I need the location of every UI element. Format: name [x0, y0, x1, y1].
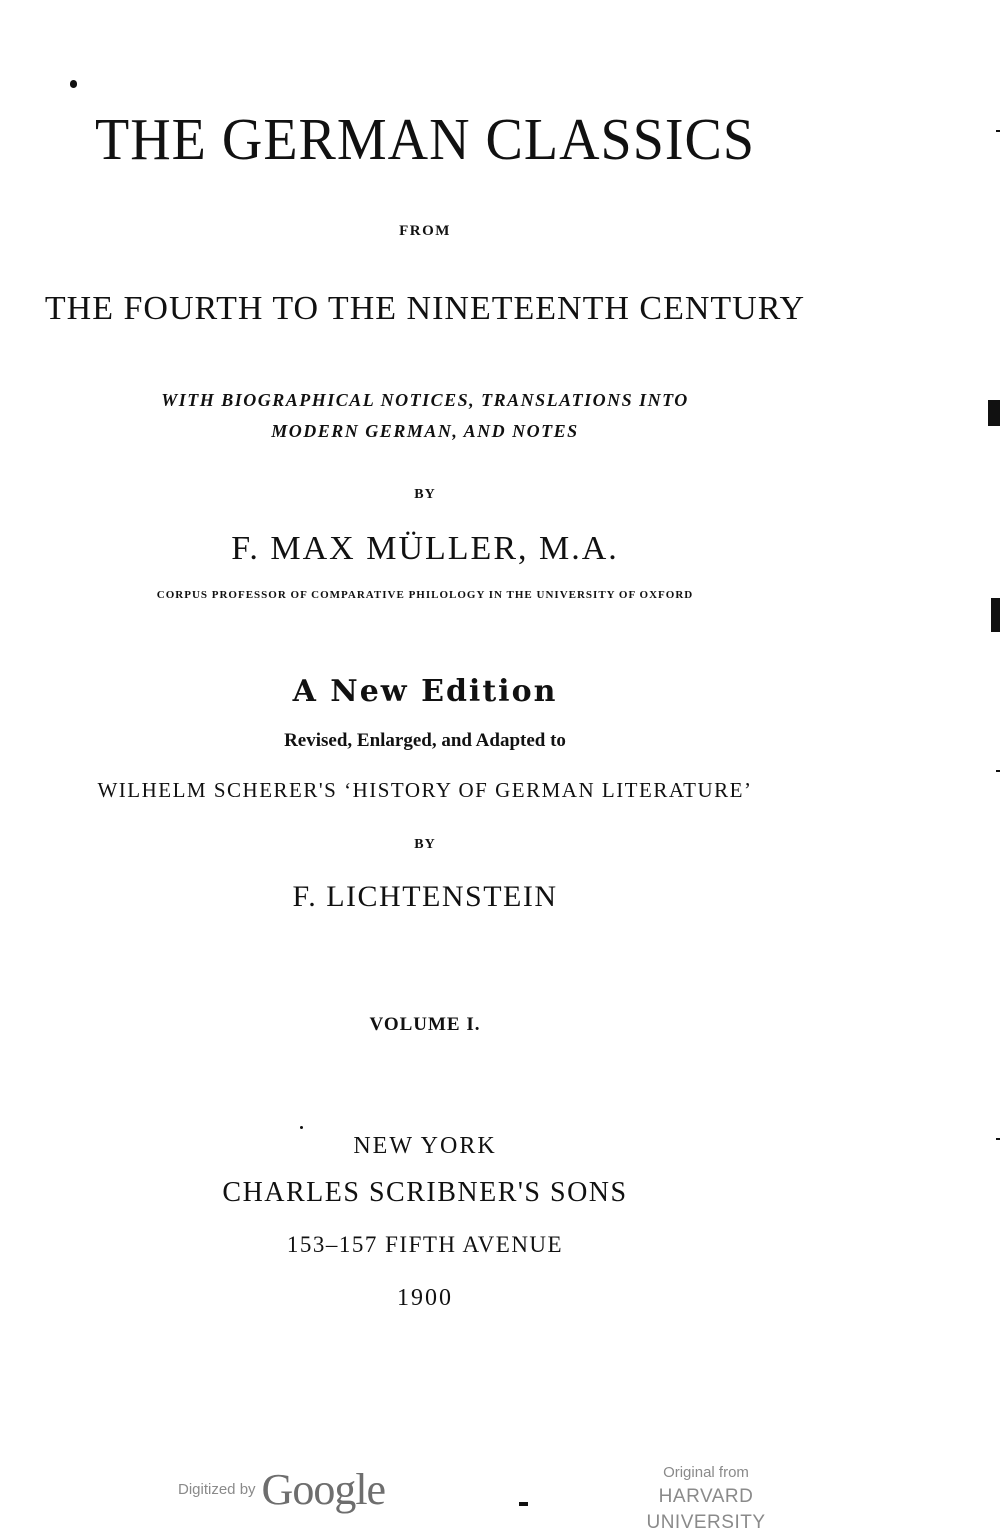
period-line: THE FOURTH TO THE NINETEENTH CENTURY: [44, 290, 806, 327]
original-label: Original from: [663, 1464, 749, 1481]
publication-year: 1900: [397, 1285, 453, 1311]
original-source-watermark: [598, 1462, 814, 1536]
scan-edge-mark: [996, 130, 1000, 132]
from-label: FROM: [399, 223, 451, 239]
editor-name: F. LICHTENSTEIN: [292, 880, 558, 913]
publisher-name: CHARLES SCRIBNER'S SONS: [222, 1177, 628, 1208]
scan-speck: [300, 1126, 303, 1129]
by-editor-label: BY: [414, 837, 436, 852]
google-logo: Google: [261, 1464, 386, 1514]
publisher-city: NEW YORK: [353, 1133, 497, 1159]
subtitle-line-2: MODERN GERMAN, AND NOTES: [271, 421, 579, 441]
publisher-address: 153–157 FIFTH AVENUE: [286, 1232, 564, 1257]
scan-edge-mark: [991, 598, 1000, 632]
scan-edge-mark: [996, 770, 1000, 772]
digitized-label: Digitized by: [178, 1480, 256, 1498]
author-affiliation: CORPUS PROFESSOR OF COMPARATIVE PHILOLOGY IN THE UNIVERSITY OF OXFORD: [156, 589, 694, 601]
revised-line: Revised, Enlarged, and Adapted to: [284, 730, 566, 751]
adapted-to-line: WILHELM SCHERER'S ‘HISTORY OF GERMAN LITERATURE’: [97, 778, 753, 802]
scan-edge-mark: [996, 1138, 1000, 1140]
volume-label: VOLUME I.: [369, 1014, 481, 1035]
digitized-by-watermark: [178, 1464, 385, 1514]
scan-speck: [70, 80, 77, 88]
by-author-label: BY: [414, 487, 436, 502]
subtitle-line-1: WITH BIOGRAPHICAL NOTICES, TRANSLATIONS INTO: [161, 390, 689, 410]
scan-speck: [519, 1502, 528, 1506]
original-source: HARVARD UNIVERSITY: [646, 1486, 766, 1533]
book-title: THE GERMAN CLASSICS: [95, 107, 755, 173]
edition-heading: A New Edition: [292, 674, 558, 709]
scan-edge-mark: [988, 400, 1000, 426]
author-name: F. MAX MÜLLER, M.A.: [231, 530, 619, 567]
